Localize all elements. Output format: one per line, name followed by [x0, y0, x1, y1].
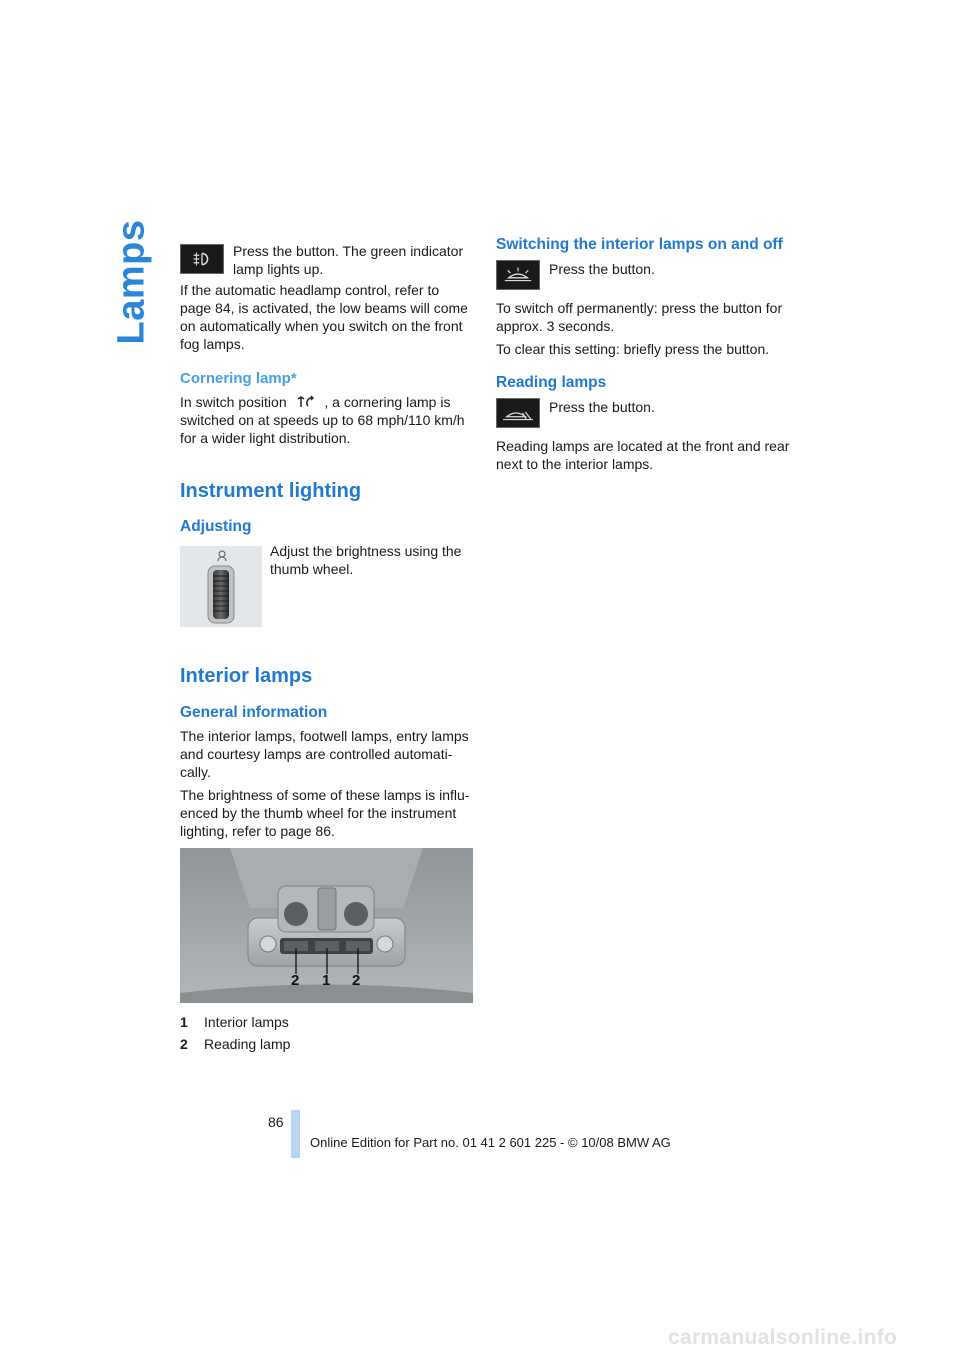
edition-text: Online Edition for Part no. 01 41 2 601 225 - © 10/08 BMW AG	[310, 1135, 671, 1150]
legend-item	[180, 1035, 291, 1053]
reading-lamp-button-icon	[496, 398, 540, 428]
photo-callout-2-right: 2	[352, 972, 361, 989]
general-paragraph-1: The interior lamps, footwell lamps, entry lamps and courtesy lamps are controlled automati-cally.	[180, 728, 469, 780]
interior-lamp-button-icon	[496, 260, 540, 290]
legend-item	[180, 1013, 289, 1031]
overhead-console-photo	[180, 848, 473, 1003]
cornering-text-post: , a cornering lamp is switched on at speeds up to 68 mph/110 km/h for a wider light distribution.	[180, 394, 465, 446]
section-side-title	[110, 219, 153, 345]
adjusting-heading: Adjusting	[180, 518, 252, 535]
legend-label: Reading lamp	[204, 1036, 291, 1052]
switching-heading: Switching the interior lamps on and off	[496, 236, 783, 253]
fog-button-text: Press the button. The green indicator lamp lights up.	[233, 243, 464, 277]
interior-lamps-heading: Interior lamps	[180, 665, 313, 687]
instrument-lighting-heading: Instrument lighting	[180, 480, 362, 502]
thumb-wheel-image	[180, 546, 262, 627]
fog-paragraph: If the automatic headlamp control, refer to page 84, is activated, the low beams will come on automatically when you switch on the front fog lamps.	[180, 282, 468, 352]
page-number: 86	[268, 1114, 284, 1130]
reading-lamps-heading: Reading lamps	[496, 374, 607, 391]
adjusting-text: Adjust the brightness using the thumb wheel.	[270, 543, 462, 577]
side-title-text: Lamps	[110, 219, 153, 345]
general-information-heading: General information	[180, 704, 328, 721]
cornering-paragraph	[180, 393, 473, 447]
cornering-switch-icon	[291, 394, 321, 410]
reading-paragraph: Reading lamps are located at the front and rear next to the interior lamps.	[496, 438, 790, 472]
switching-paragraph-1: To switch off permanently: press the button for approx. 3 seconds.	[496, 300, 783, 334]
switching-button-text: Press the button.	[549, 261, 655, 277]
footer-bar	[291, 1110, 300, 1158]
legend-number: 1	[180, 1014, 188, 1030]
legend-label: Interior lamps	[204, 1014, 289, 1030]
cornering-heading: Cornering lamp*	[180, 370, 297, 387]
cornering-text-pre: In switch position	[180, 394, 287, 410]
fog-lamp-button-icon	[180, 244, 224, 274]
switching-paragraph-2: To clear this setting: briefly press the button.	[496, 341, 770, 357]
general-paragraph-2: The brightness of some of these lamps is influ-enced by the thumb wheel for the instrument lighting, refer to page 86.	[180, 787, 470, 839]
legend-number: 2	[180, 1036, 188, 1052]
photo-callout-2-left: 2	[291, 972, 300, 989]
watermark-text: carmanualsonline.info	[668, 1326, 898, 1349]
reading-button-text: Press the button.	[549, 399, 655, 415]
photo-callout-1: 1	[322, 972, 331, 989]
